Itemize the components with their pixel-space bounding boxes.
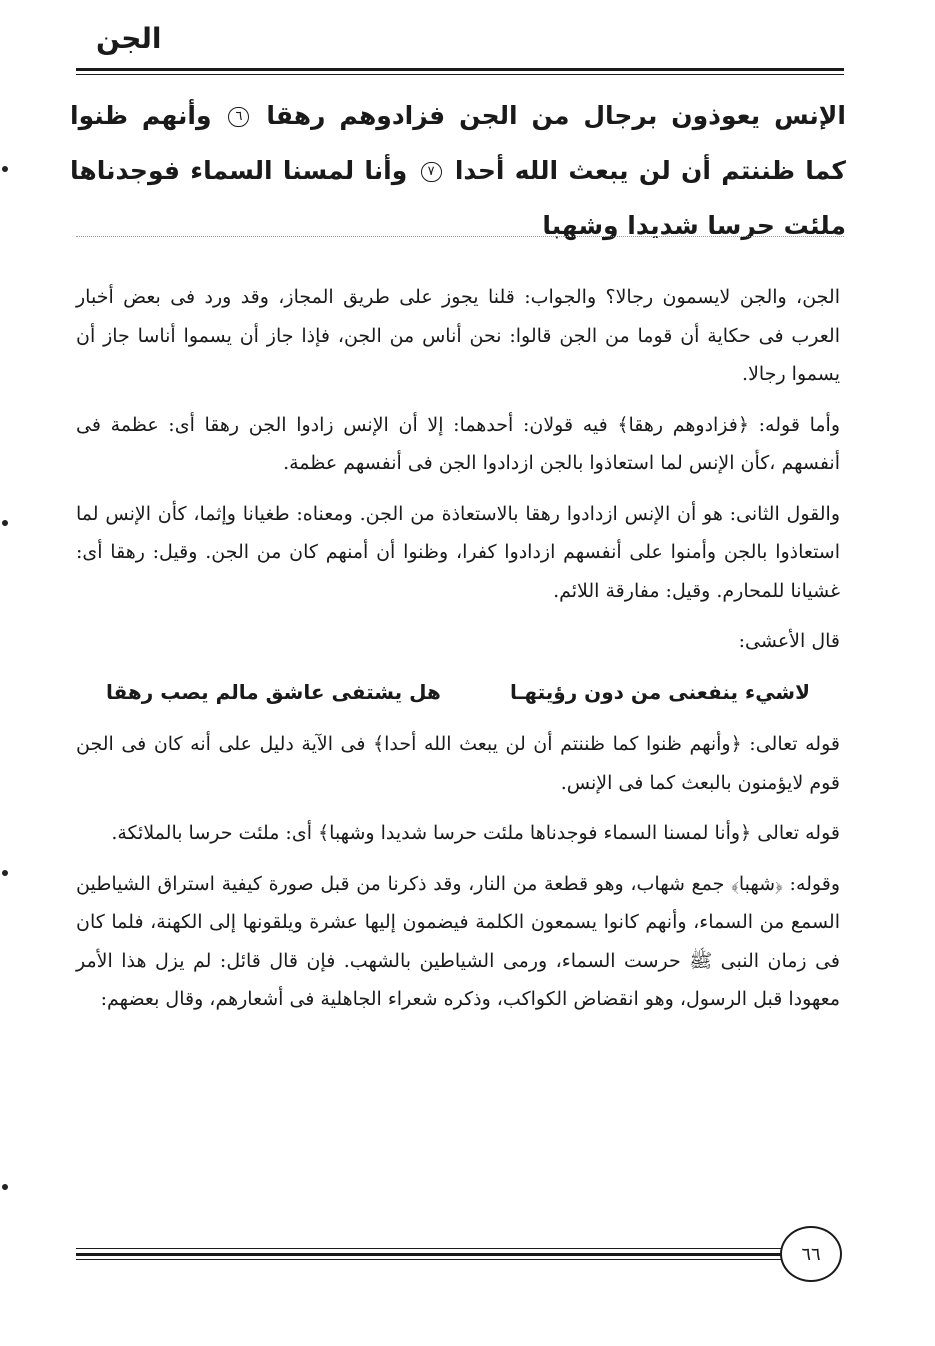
quran-verse-block	[70, 88, 846, 253]
paragraph: الجن، والجن لايسمون رجالا؟ والجواب: قلنا يجوز على طريق المجاز، وقد ورد فى بعض أخبار العرب فى حكاية أن قوما من الجن قالوا: نحن أناس من الجن، فإذا جاز أن يسموا أناسا جاز أن يسموا رجالا.	[76, 286, 840, 385]
verse-text-3: وأنا لمسنا السماء فوجدناها ملئت حرسا شديدا وشهبا	[70, 156, 846, 240]
header-rule-thin	[76, 74, 844, 75]
margin-dot	[2, 520, 8, 526]
header-rule-thick	[76, 68, 844, 71]
poem-hemistich-left: هل يشتفى عاشق مالم يصب رهقا	[106, 679, 441, 704]
margin-dot	[2, 166, 8, 172]
section-divider	[76, 236, 844, 237]
paragraph: قوله تعالى ﴿وأنا لمسنا السماء فوجدناها ملئت حرسا شديدا وشهبا﴾ أى: ملئت حرسا بالملائكة.	[111, 822, 840, 844]
ayah-number-marker: ٦	[228, 107, 249, 127]
page-number: ٦٦	[780, 1226, 842, 1282]
verse-text-2: وأنهم ظنوا كما ظننتم أن لن يبعث الله أحدا	[70, 101, 846, 185]
commentary-text	[76, 278, 840, 1031]
margin-dot	[2, 870, 8, 876]
footer-rule	[76, 1253, 782, 1256]
poem-hemistich-right: لاشيء ينفعنى من دون رؤيتهـا	[510, 679, 810, 704]
ayah-number-marker: ٧	[421, 162, 442, 182]
paragraph: والقول الثانى: هو أن الإنس ازدادوا رهقا بالاستعاذة من الجن. ومعناه: طغيانا وإثما، كأن الإنس لما استعاذوا بالجن وأمنوا على أنفسهم ازدادوا كفرا، وظنوا أن أمنهم كان من الجن. وقيل: رهقا أى: غشيانا للمحارم. وقيل: مفارقة اللائم.	[76, 502, 840, 602]
page-header-title: الجن	[96, 22, 162, 55]
footer-rule	[76, 1248, 782, 1249]
paragraph: وأما قوله: ﴿فزادوهم رهقا﴾ فيه قولان: أحدهما: إلا أن الإنس زادوا الجن رهقا أى: عظمة فى أنفسهم ،كأن الإنس لما استعاذوا بالجن ازدادوا الجن فى أنفسهم عظمة.	[76, 413, 840, 474]
poem-verse	[106, 673, 810, 712]
paragraph: قوله تعالى: ﴿وأنهم ظنوا كما ظننتم أن لن يبعث الله أحدا﴾ فى الآية دليل على أنه كان فى الجن قوم لايؤمنون بالبعث كما فى الإنس.	[76, 733, 840, 794]
paragraph: وقوله: ﴿شهبا﴾ جمع شهاب، وهو قطعة من النار، وقد ذكرنا من قبل صورة كيفية استراق الشياطين السمع من السماء، وأنهم كانوا يسمعون الكلمة فيضمون إليها عشرة ويلقونها إلى الكهنة، فلما كان فى زمان النبى ﷺ حرست السماء، ورمى الشياطين بالشهب. فإن قال قائل: لم يزل هذا الأمر معهودا قبل الرسول، وهو انقضاض الكواكب، وذكره شعراء الجاهلية فى أشعارهم، وقال بعضهم:	[76, 872, 840, 1010]
verse-text-1: الإنس يعوذون برجال من الجن فزادوهم رهقا	[266, 101, 846, 130]
footer-rule	[76, 1259, 782, 1260]
paragraph: قال الأعشى:	[738, 630, 840, 652]
margin-dot	[2, 1184, 8, 1190]
